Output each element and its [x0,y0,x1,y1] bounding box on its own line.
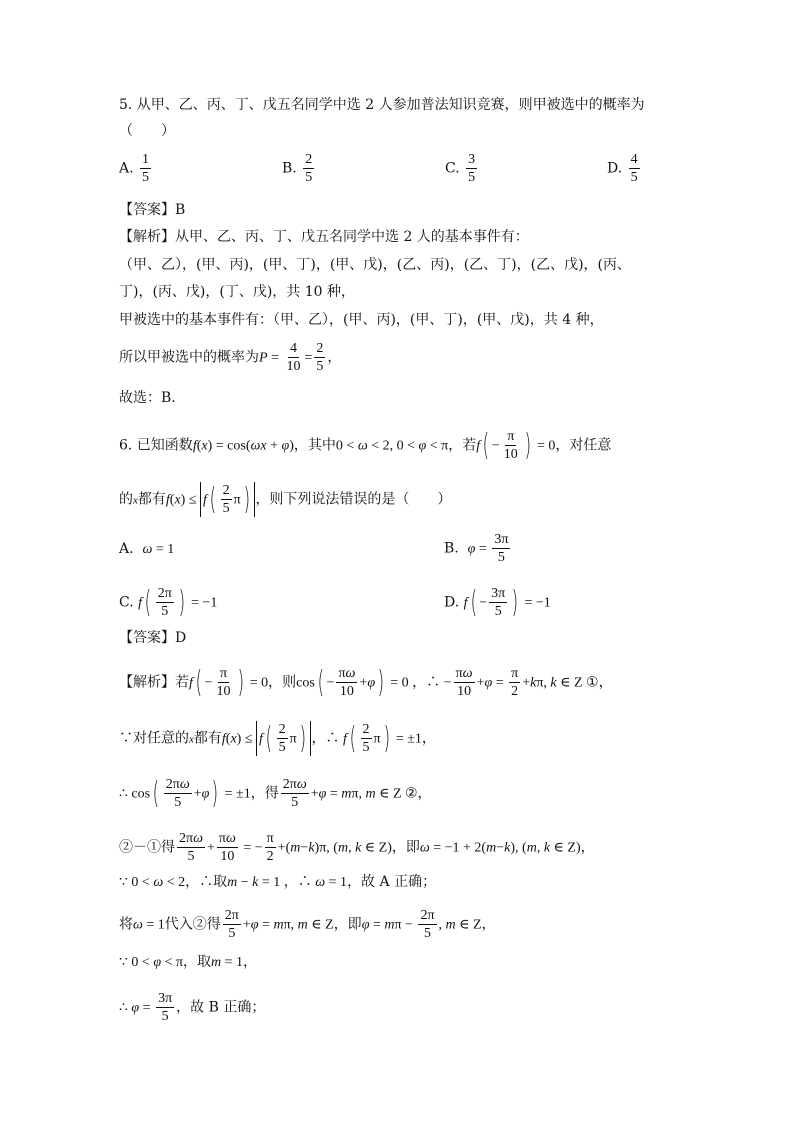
q5-stem: 5. 从甲、乙、丙、丁、戊五名同学中选 2 人参加普法知识竞赛，则甲被选中的概率为 [119,97,645,113]
q5-analysis-5: 所以甲被选中的概率为P = $\frac{4}{10}$ = $\frac{2}{5}$ ， [119,341,342,374]
text: ，故 A 正确； [347,874,437,890]
q6-option-b: B. φ = $\frac{3\pi}{5}$ [444,532,509,565]
text: ，则 [268,674,297,691]
q6-analysis-7: ∵ 0 < φ < π，取m = 1， [119,954,258,970]
q6-stem-line2: 的x都有f(x) ≤ f( $\frac{2}{5}$ π) ，则下列说法错误的是（ ） [119,481,452,517]
fraction [466,151,477,186]
q5-analysis-6: 故选：B. [119,390,176,406]
text: ，则下列说法错误的是（ ） [255,491,452,508]
text: ∵对任意的 [119,730,189,747]
q5-option-b [282,151,316,186]
q6-stem-line1: 6. 已知函数f(x) = cos(ωx + φ)，其中0 < ω < 2, 0 < φ < π，若f( − $\frac{\pi}{10}$ ) = 0，对任意 [119,427,612,463]
option-label: B. [282,160,297,177]
q5-analysis-3: 丁)，(丙、戊)，(丁、戊)，共 10 种， [119,284,356,300]
text: ，即 [333,916,362,933]
text: 代入②得 [164,916,221,933]
text: ，∴取 [185,874,228,890]
text: 的 [119,491,133,508]
option-label: D. [444,594,460,611]
q5-paren: （ ） [119,123,175,139]
denominator: 5 [468,170,476,185]
text: ，即 [391,839,420,856]
q5-option-d [607,151,642,186]
numerator: 4 [630,152,638,167]
numerator: 3 [468,152,476,167]
text: 都有 [137,491,166,508]
q6-analysis-1: 【解析】若f( − $\frac{\pi}{10}$ ) = 0，则cos( − $\frac{\pi\omega}{10}$ +φ) = 0 ，∴ − $\frac{\pi\omega}{10}$ +φ = $\frac{\pi}{2}$ +kπ, k ∈ Z ①， [119,664,613,700]
text: ，其中 [293,437,336,454]
numerator: 2 [305,152,313,167]
q6-analysis-4: ②－①得 $\frac{2\pi\omega}{5}$ + $\frac{\pi\omega}{10}$ = − $\frac{\pi}{2}$ +(m−k)π, (m, k ∈ Z)，即ω = −1 + 2(m−k), (m, k ∈ Z)， [119,831,595,864]
text: ，得 [250,785,279,802]
q5-analysis-1: 【解析】从甲、乙、丙、丁、戊五名同学中选 2 人的基本事件有： [119,229,529,245]
text: ②－①得 [119,839,175,856]
fraction [303,151,314,186]
text: 【解析】若 [119,674,189,691]
denominator: 5 [630,170,638,185]
option-label: A. [119,541,134,557]
q6-analysis-3: ∴ cos( $\frac{2\pi\omega}{5}$ +φ) = ±1，得 $\frac{2\pi\omega}{5}$ +φ = mπ, m ∈ Z ②， [119,775,432,811]
q6-option-c: C. f( $\frac{2\pi}{5}$ ) = −1 [119,584,218,620]
option-label: D. [607,160,623,177]
q5-answer: 【答案】B [119,202,186,218]
text: ，对任意 [555,437,612,454]
option-label: C. [445,160,460,177]
q6-analysis-5: ∵ 0 < ω < 2，∴取m − k = 1 ，∴ ω = 1，故 A 正确； [119,874,437,890]
text: 都有 [193,730,222,747]
q5-analysis-2: （甲、乙），(甲、丙)，(甲、丁)，(甲、戊)，(乙、丙)，(乙、丁)，(乙、戊)，(丙、 [119,257,632,273]
fraction [629,151,640,186]
q5-option-c [445,151,479,186]
option-label: A. [119,160,134,177]
q5-analysis-4: 甲被选中的基本事件有：（甲、乙），(甲、丙)，(甲、丁)，(甲、戊)，共 4 种， [119,312,604,328]
text: 将 [119,916,133,933]
text: ，取 [183,954,212,970]
denominator: 5 [305,170,313,185]
q6-option-a: A. ω = 1 [119,541,175,557]
text: ，若 [448,437,477,454]
text: 6. 已知函数 [119,437,193,454]
text: ，故 B 正确； [176,999,266,1016]
q6-analysis-2: ∵对任意的x都有f(x) ≤ f( $\frac{2}{5}$ π) ，∴ f( $\frac{2}{5}$ π) = ±1， [119,720,436,756]
fraction [140,151,151,186]
denominator: 5 [142,170,150,185]
q6-analysis-8: ∴ φ = $\frac{3\pi}{5}$ ，故 B 正确； [119,991,266,1024]
text: 所以甲被选中的概率为 [119,349,259,366]
q6-answer: 【答案】D [119,630,187,646]
q5-option-a [119,151,153,186]
option-label: C. [119,594,134,611]
q6-option-d: D. f( − $\frac{3\pi}{5}$ ) = −1 [444,584,551,620]
q6-analysis-6: 将ω = 1代入②得 $\frac{2\pi}{5}$ +φ = mπ, m ∈ Z，即φ = mπ − $\frac{2\pi}{5}$ , m ∈ Z， [119,908,496,941]
option-label: B. [444,540,459,557]
numerator: 1 [142,152,150,167]
